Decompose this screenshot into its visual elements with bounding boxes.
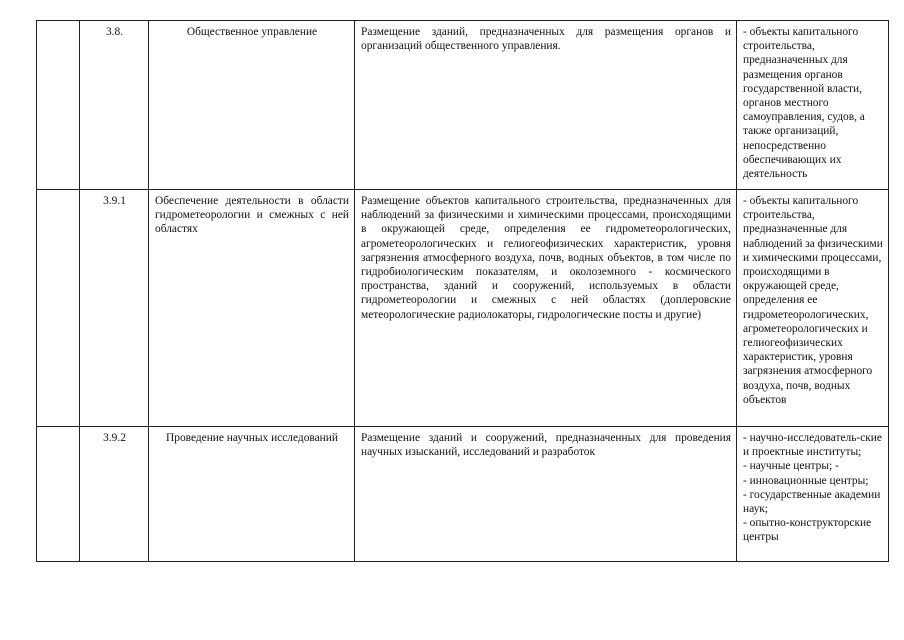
description-cell: Размещение зданий и сооружений, предназначенных для проведения научных изысканий, исследований и разработок <box>355 427 737 562</box>
objects-cell: - объекты капитального строительства, предназначенные для наблюдений за физическими и химическими процессами, происходящими в окружающей среде, определения ее гидрометеорологических, агрометеорологических и гелиогеофизических характеристик, уровня загрязнения атмосферного воздуха, почв, водных объектов <box>737 190 889 427</box>
table-row <box>37 21 889 190</box>
object-item: - научно-исследователь-ские и проектные институты; <box>743 432 882 459</box>
blank-cell <box>37 427 80 562</box>
code-cell: 3.9.2 <box>80 427 149 562</box>
object-item: - опытно-конструкторские центры <box>743 517 872 544</box>
objects-cell: - объекты капитального строительства, предназначенных для размещения органов государственной власти, органов местного самоуправления, судов, а также организаций, непосредственно обеспечивающих их деятельность <box>737 21 889 190</box>
description-cell: Размещение объектов капитального строительства, предназначенных для наблюдений за физическими и химическими процессами, происходящими в окружающей среде, определения ее гидрометеорологических, агрометеорологических и гелиогеофизических характеристик, уровня загрязнения атмосферного воздуха, почв, водных объектов, в том числе по гидробиологическим показателям, и околоземного - космического пространства, зданий и сооружений, используемых в области гидрометеорологии и смежных с ней областях (доплеровские метеорологические радиолокаторы, гидрологические посты и другие) <box>355 190 737 427</box>
object-item: - государственные академии наук; <box>743 488 881 516</box>
name-cell: Проведение научных исследований <box>149 427 355 562</box>
code-cell: 3.8. <box>80 21 149 190</box>
objects-cell <box>737 427 889 562</box>
object-item: - инновационные центры; <box>743 474 869 487</box>
name-cell: Обеспечение деятельности в области гидрометеорологии и смежных с ней областях <box>149 190 355 427</box>
blank-cell <box>37 21 80 190</box>
name-cell: Общественное управление <box>149 21 355 190</box>
blank-cell <box>37 190 80 427</box>
description-cell: Размещение зданий, предназначенных для размещения органов и организаций общественного управления. <box>355 21 737 190</box>
table-row <box>37 427 889 562</box>
object-item: - научные центры; - <box>743 460 839 473</box>
land-use-table <box>36 20 889 562</box>
table-row <box>37 190 889 427</box>
code-cell: 3.9.1 <box>80 190 149 427</box>
